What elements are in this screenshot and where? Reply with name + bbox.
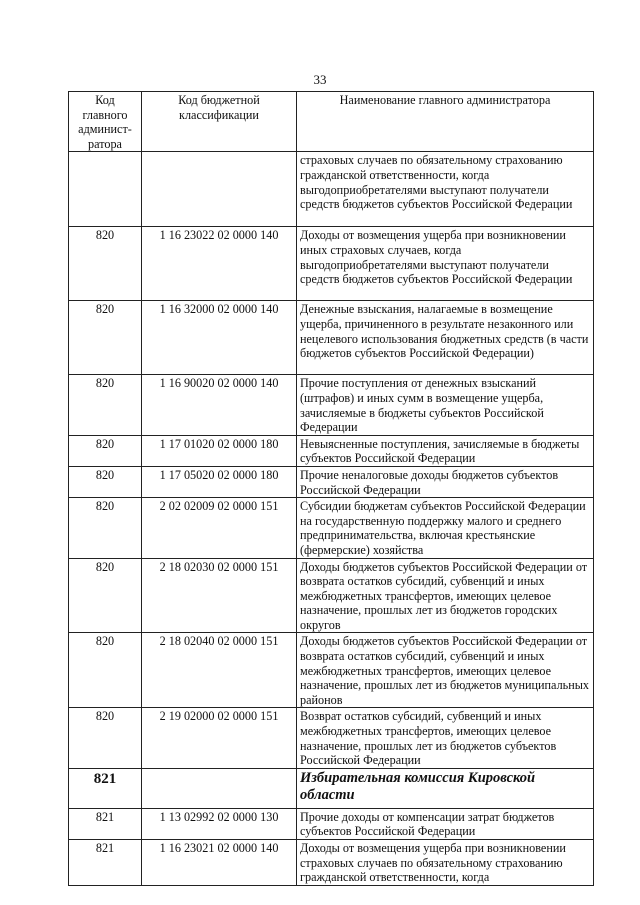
cell-administrator-code: 820 bbox=[69, 708, 142, 768]
cell-administrator-code: 820 bbox=[69, 435, 142, 466]
table-header-row bbox=[69, 92, 594, 152]
table-row bbox=[69, 466, 594, 497]
cell-budget-code: 1 13 02992 02 0000 130 bbox=[142, 808, 297, 839]
cell-administrator-name: Невыясненные поступления, зачисляемые в бюджеты субъектов Российской Федерации bbox=[297, 435, 594, 466]
cell-administrator-name: Прочие доходы от компенсации затрат бюджетов субъектов Российской Федерации bbox=[297, 808, 594, 839]
header-budget-classification-code: Код бюджетной классификации bbox=[142, 92, 297, 152]
cell-administrator-name: Возврат остатков субсидий, субвенций и иных межбюджетных трансфертов, имеющих целевое назначение, прошлых лет из бюджетов субъектов Российской Федерации bbox=[297, 708, 594, 768]
cell-administrator-code: 821 bbox=[69, 840, 142, 886]
cell-administrator-name: Субсидии бюджетам субъектов Российской Федерации на государственную поддержку малого и среднего предпринимательства, включая крестьянские (фермерские) хозяйства bbox=[297, 498, 594, 558]
table-row bbox=[69, 152, 594, 227]
cell-administrator-name: Прочие неналоговые доходы бюджетов субъектов Российской Федерации bbox=[297, 466, 594, 497]
cell-administrator-name: Доходы бюджетов субъектов Российской Федерации от возврата остатков субсидий, субвенций и иных межбюджетных трансфертов, имеющих целевое назначение, прошлых лет из бюджетов городских округов bbox=[297, 558, 594, 633]
cell-budget-code: 2 18 02040 02 0000 151 bbox=[142, 633, 297, 708]
table-row bbox=[69, 633, 594, 708]
cell-budget-code: 1 17 01020 02 0000 180 bbox=[142, 435, 297, 466]
cell-administrator-name: Денежные взыскания, налагаемые в возмещение ущерба, причиненного в результате незаконного или нецелевого использования бюджетных средств (в части бюджетов субъектов Российской Федерации) bbox=[297, 301, 594, 375]
cell-administrator-code: 820 bbox=[69, 375, 142, 435]
cell-budget-code: 1 16 32000 02 0000 140 bbox=[142, 301, 297, 375]
cell-administrator-code: 820 bbox=[69, 633, 142, 708]
cell-administrator-code bbox=[69, 152, 142, 227]
budget-classification-table bbox=[68, 91, 594, 886]
cell-administrator-name: Прочие поступления от денежных взысканий (штрафов) и иных сумм в возмещение ущерба, зачисляемые в бюджеты субъектов Российской Федерации bbox=[297, 375, 594, 435]
cell-administrator-name: страховых случаев по обязательному страхованию гражданской ответственности, когда выгодоприобретателями выступают получатели средств бюджетов субъектов Российской Федерации bbox=[297, 152, 594, 227]
cell-budget-code: 2 18 02030 02 0000 151 bbox=[142, 558, 297, 633]
header-administrator-name: Наименование главного администратора bbox=[297, 92, 594, 152]
cell-budget-code: 1 16 23022 02 0000 140 bbox=[142, 227, 297, 301]
cell-budget-code bbox=[142, 152, 297, 227]
cell-administrator-code: 820 bbox=[69, 558, 142, 633]
cell-budget-code: 1 17 05020 02 0000 180 bbox=[142, 466, 297, 497]
cell-budget-code bbox=[142, 768, 297, 808]
cell-administrator-code: 820 bbox=[69, 466, 142, 497]
cell-budget-code: 1 16 90020 02 0000 140 bbox=[142, 375, 297, 435]
table-row bbox=[69, 808, 594, 839]
cell-budget-code: 2 19 02000 02 0000 151 bbox=[142, 708, 297, 768]
administrator-title: Избирательная комиссия Кировской области bbox=[297, 768, 594, 808]
table-row bbox=[69, 375, 594, 435]
table-row bbox=[69, 435, 594, 466]
cell-administrator-code: 820 bbox=[69, 227, 142, 301]
cell-budget-code: 1 16 23021 02 0000 140 bbox=[142, 840, 297, 886]
cell-administrator-name: Доходы от возмещения ущерба при возникновении иных страховых случаев, когда выгодоприобретателями выступают получатели средств бюджетов субъектов Российской Федерации bbox=[297, 227, 594, 301]
table-row bbox=[69, 840, 594, 886]
cell-administrator-name: Доходы от возмещения ущерба при возникновении страховых случаев по обязательному страхованию гражданской ответственности, когда bbox=[297, 840, 594, 886]
table-row bbox=[69, 227, 594, 301]
table-row bbox=[69, 301, 594, 375]
administrator-heading-row bbox=[69, 768, 594, 808]
table-row bbox=[69, 558, 594, 633]
cell-administrator-code: 821 bbox=[69, 768, 142, 808]
cell-budget-code: 2 02 02009 02 0000 151 bbox=[142, 498, 297, 558]
cell-administrator-code: 820 bbox=[69, 498, 142, 558]
table-row bbox=[69, 708, 594, 768]
cell-administrator-code: 821 bbox=[69, 808, 142, 839]
cell-administrator-name: Доходы бюджетов субъектов Российской Федерации от возврата остатков субсидий, субвенций и иных межбюджетных трансфертов, имеющих целевое назначение, прошлых лет из бюджетов муниципальных районов bbox=[297, 633, 594, 708]
header-administrator-code: Код главного админист-ратора bbox=[69, 92, 142, 152]
cell-administrator-code: 820 bbox=[69, 301, 142, 375]
table-row bbox=[69, 498, 594, 558]
page-number: 33 bbox=[313, 72, 327, 87]
